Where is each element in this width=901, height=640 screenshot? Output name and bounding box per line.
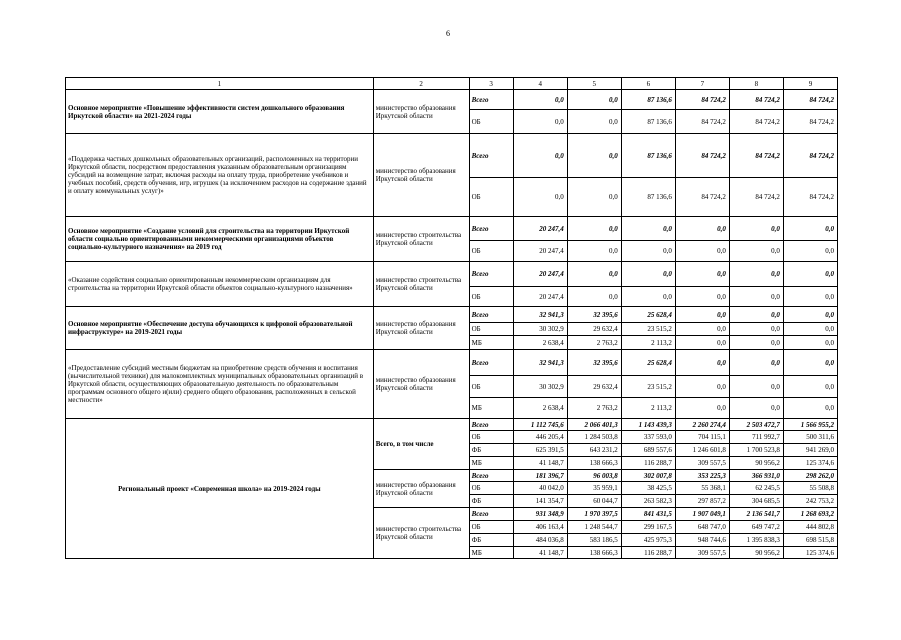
table-row — [66, 419, 838, 431]
amount-cell: 302 007,8 — [621, 470, 675, 482]
amount-cell: 406 163,4 — [513, 521, 567, 534]
amount-cell: 0,0 — [567, 217, 621, 241]
amount-cell: 0,0 — [729, 376, 783, 398]
amount-cell: 2 638,4 — [513, 336, 567, 350]
amount-cell: 30 302,9 — [513, 376, 567, 398]
funding-source-cell: МБ — [469, 336, 513, 350]
amount-cell: 500 311,6 — [783, 431, 837, 444]
amount-cell: 941 269,0 — [783, 444, 837, 457]
amount-cell: 87 136,6 — [621, 90, 675, 110]
funding-source-cell: Всего — [469, 307, 513, 323]
amount-cell: 29 632,4 — [567, 323, 621, 336]
funding-source-cell: Всего — [469, 419, 513, 431]
amount-cell: 23 515,2 — [621, 323, 675, 336]
amount-cell: 0,0 — [567, 287, 621, 307]
amount-cell: 0,0 — [783, 323, 837, 336]
amount-cell: 30 302,9 — [513, 323, 567, 336]
amount-cell: 0,0 — [513, 90, 567, 110]
amount-cell: 297 857,2 — [675, 495, 729, 508]
header-cell: 9 — [783, 78, 837, 90]
amount-cell: 648 747,0 — [675, 521, 729, 534]
funding-source-cell: ОБ — [469, 376, 513, 398]
funding-source-cell: МБ — [469, 547, 513, 559]
table-row — [66, 90, 838, 110]
funding-source-cell: ФБ — [469, 534, 513, 547]
table-body — [66, 90, 838, 559]
amount-cell: 84 724,2 — [675, 110, 729, 134]
measure-name-cell: Основное мероприятие «Повышение эффективности систем дошкольного образования Иркутской области» на 2021-2024 годы — [66, 90, 374, 134]
amount-cell: 1 246 601,8 — [675, 444, 729, 457]
funding-source-cell: ОБ — [469, 241, 513, 262]
header-cell: 4 — [513, 78, 567, 90]
amount-cell: 948 744,6 — [675, 534, 729, 547]
page-number: 6 — [446, 29, 450, 38]
amount-cell: 0,0 — [783, 350, 837, 376]
amount-cell: 0,0 — [783, 262, 837, 287]
amount-cell: 90 956,2 — [729, 547, 783, 559]
amount-cell: 1 284 503,8 — [567, 431, 621, 444]
amount-cell: 1 700 523,8 — [729, 444, 783, 457]
amount-cell: 1 268 693,2 — [783, 508, 837, 521]
amount-cell: 242 753,2 — [783, 495, 837, 508]
amount-cell: 446 205,4 — [513, 431, 567, 444]
amount-cell: 1 143 439,3 — [621, 419, 675, 431]
amount-cell: 689 557,6 — [621, 444, 675, 457]
header-cell: 1 — [66, 78, 374, 90]
amount-cell: 649 747,2 — [729, 521, 783, 534]
amount-cell: 698 515,8 — [783, 534, 837, 547]
executor-cell: министерство образования Иркутской области — [373, 90, 469, 134]
executor-cell: Всего, в том числе — [373, 419, 469, 470]
measure-name-cell: Основное мероприятие «Обеспечение доступа обучающихся к цифровой образовательной инфраструктуре» на 2019-2021 годы — [66, 307, 374, 350]
amount-cell: 29 632,4 — [567, 376, 621, 398]
amount-cell: 1 112 745,6 — [513, 419, 567, 431]
amount-cell: 84 724,2 — [729, 134, 783, 178]
amount-cell: 2 113,2 — [621, 398, 675, 419]
amount-cell: 0,0 — [729, 398, 783, 419]
amount-cell: 25 628,4 — [621, 307, 675, 323]
amount-cell: 116 288,7 — [621, 457, 675, 470]
amount-cell: 2 763,2 — [567, 336, 621, 350]
amount-cell: 2 503 472,7 — [729, 419, 783, 431]
amount-cell: 0,0 — [567, 90, 621, 110]
amount-cell: 0,0 — [567, 241, 621, 262]
amount-cell: 0,0 — [729, 287, 783, 307]
amount-cell: 0,0 — [675, 336, 729, 350]
funding-source-cell: ОБ — [469, 110, 513, 134]
funding-source-cell: Всего — [469, 217, 513, 241]
amount-cell: 40 042,0 — [513, 482, 567, 495]
amount-cell: 425 975,3 — [621, 534, 675, 547]
measure-name-cell: Основное мероприятие «Создание условий для строительства на территории Иркутской области социально ориентированными некоммерческими организациями объектов социально-культурного назначения» на 2019 год — [66, 217, 374, 262]
amount-cell: 366 931,0 — [729, 470, 783, 482]
measure-name-cell: Региональный проект «Современная школа» на 2019-2024 годы — [66, 419, 374, 559]
amount-cell: 309 557,5 — [675, 547, 729, 559]
amount-cell: 309 557,5 — [675, 457, 729, 470]
amount-cell: 84 724,2 — [729, 178, 783, 217]
amount-cell: 41 148,7 — [513, 547, 567, 559]
table-row — [66, 262, 838, 287]
amount-cell: 0,0 — [621, 217, 675, 241]
amount-cell: 1 907 049,1 — [675, 508, 729, 521]
amount-cell: 32 941,3 — [513, 350, 567, 376]
funding-source-cell: ОБ — [469, 287, 513, 307]
amount-cell: 625 391,5 — [513, 444, 567, 457]
table-row — [66, 350, 838, 376]
table-row — [66, 217, 838, 241]
amount-cell: 55 368,1 — [675, 482, 729, 495]
amount-cell: 87 136,6 — [621, 134, 675, 178]
amount-cell: 116 288,7 — [621, 547, 675, 559]
header-cell: 2 — [373, 78, 469, 90]
funding-source-cell: ФБ — [469, 444, 513, 457]
amount-cell: 0,0 — [729, 217, 783, 241]
funding-source-cell: Всего — [469, 508, 513, 521]
measure-name-cell: «Поддержка частных дошкольных образовательных организаций, расположенных на территории Иркутской области, посредством предоставления указанным образовательным организациям субсидий на возмещение затрат, включая расходы на оплату труда, приобретение учебников и учебных пособий, средств обучения, игр, игрушек (за исключением расходов на содержание зданий и оплату коммунальных услуг)» — [66, 134, 374, 217]
amount-cell: 181 396,7 — [513, 470, 567, 482]
amount-cell: 41 148,7 — [513, 457, 567, 470]
amount-cell: 0,0 — [729, 241, 783, 262]
amount-cell: 0,0 — [783, 287, 837, 307]
amount-cell: 263 582,3 — [621, 495, 675, 508]
amount-cell: 704 115,1 — [675, 431, 729, 444]
amount-cell: 444 802,8 — [783, 521, 837, 534]
funding-source-cell: МБ — [469, 398, 513, 419]
funding-source-cell: Всего — [469, 262, 513, 287]
amount-cell: 2 260 274,4 — [675, 419, 729, 431]
amount-cell: 20 247,4 — [513, 241, 567, 262]
header-cell: 6 — [621, 78, 675, 90]
amount-cell: 1 566 955,2 — [783, 419, 837, 431]
amount-cell: 2 638,4 — [513, 398, 567, 419]
amount-cell: 0,0 — [513, 178, 567, 217]
header-cell: 5 — [567, 78, 621, 90]
budget-table — [65, 77, 838, 559]
amount-cell: 84 724,2 — [783, 178, 837, 217]
table-row — [66, 134, 838, 178]
header-row — [66, 78, 838, 90]
measure-name-cell: «Предоставление субсидий местным бюджетам на приобретение средств обучения и воспитания (вычислительной техники) для малокомплектных муниципальных образовательных организаций в Иркутской области, осуществляющих образовательную деятельность по образовательным программам основного общего и(или) среднего общего образования, расположенных в сельской местности» — [66, 350, 374, 419]
measure-name-cell: «Оказание содействия социально ориентированным некоммерческим организациям для строительства на территории Иркутской области объектов социально-культурного назначения» — [66, 262, 374, 307]
amount-cell: 20 247,4 — [513, 262, 567, 287]
amount-cell: 20 247,4 — [513, 287, 567, 307]
amount-cell: 643 231,2 — [567, 444, 621, 457]
amount-cell: 0,0 — [729, 336, 783, 350]
amount-cell: 0,0 — [729, 262, 783, 287]
amount-cell: 0,0 — [567, 134, 621, 178]
amount-cell: 841 431,5 — [621, 508, 675, 521]
amount-cell: 337 593,0 — [621, 431, 675, 444]
amount-cell: 2 136 541,7 — [729, 508, 783, 521]
amount-cell: 0,0 — [783, 336, 837, 350]
amount-cell: 0,0 — [675, 217, 729, 241]
executor-cell: министерство образования Иркутской области — [373, 134, 469, 217]
amount-cell: 1 395 838,3 — [729, 534, 783, 547]
funding-source-cell: Всего — [469, 134, 513, 178]
funding-source-cell: Всего — [469, 470, 513, 482]
amount-cell: 90 956,2 — [729, 457, 783, 470]
amount-cell: 84 724,2 — [675, 134, 729, 178]
amount-cell: 583 186,5 — [567, 534, 621, 547]
funding-source-cell: ОБ — [469, 323, 513, 336]
amount-cell: 0,0 — [675, 241, 729, 262]
amount-cell: 96 003,8 — [567, 470, 621, 482]
amount-cell: 60 044,7 — [567, 495, 621, 508]
funding-source-cell: ОБ — [469, 431, 513, 444]
amount-cell: 84 724,2 — [783, 134, 837, 178]
amount-cell: 20 247,4 — [513, 217, 567, 241]
amount-cell: 0,0 — [675, 376, 729, 398]
amount-cell: 138 666,3 — [567, 547, 621, 559]
amount-cell: 304 685,5 — [729, 495, 783, 508]
amount-cell: 38 425,5 — [621, 482, 675, 495]
funding-source-cell: Всего — [469, 90, 513, 110]
header-cell: 7 — [675, 78, 729, 90]
amount-cell: 1 248 544,7 — [567, 521, 621, 534]
header-cell: 3 — [469, 78, 513, 90]
amount-cell: 84 724,2 — [675, 90, 729, 110]
amount-cell: 35 959,1 — [567, 482, 621, 495]
executor-cell: министерство строительства Иркутской области — [373, 508, 469, 559]
amount-cell: 0,0 — [729, 350, 783, 376]
amount-cell: 2 113,2 — [621, 336, 675, 350]
amount-cell: 711 992,7 — [729, 431, 783, 444]
amount-cell: 484 036,8 — [513, 534, 567, 547]
amount-cell: 125 374,6 — [783, 457, 837, 470]
amount-cell: 2 763,2 — [567, 398, 621, 419]
amount-cell: 931 348,9 — [513, 508, 567, 521]
funding-source-cell: ОБ — [469, 482, 513, 495]
amount-cell: 84 724,2 — [783, 110, 837, 134]
amount-cell: 0,0 — [729, 323, 783, 336]
amount-cell: 141 354,7 — [513, 495, 567, 508]
amount-cell: 0,0 — [675, 398, 729, 419]
amount-cell: 0,0 — [783, 241, 837, 262]
amount-cell: 0,0 — [621, 262, 675, 287]
amount-cell: 0,0 — [675, 287, 729, 307]
amount-cell: 353 225,3 — [675, 470, 729, 482]
amount-cell: 0,0 — [567, 178, 621, 217]
amount-cell: 32 395,6 — [567, 350, 621, 376]
amount-cell: 84 724,2 — [729, 90, 783, 110]
funding-source-cell: МБ — [469, 457, 513, 470]
amount-cell: 0,0 — [783, 217, 837, 241]
amount-cell: 298 262,0 — [783, 470, 837, 482]
executor-cell: министерство образования Иркутской области — [373, 307, 469, 350]
funding-source-cell: ОБ — [469, 178, 513, 217]
amount-cell: 0,0 — [621, 241, 675, 262]
amount-cell: 87 136,6 — [621, 110, 675, 134]
amount-cell: 138 666,3 — [567, 457, 621, 470]
table-row — [66, 307, 838, 323]
amount-cell: 0,0 — [621, 287, 675, 307]
amount-cell: 87 136,6 — [621, 178, 675, 217]
header-cell: 8 — [729, 78, 783, 90]
amount-cell: 25 628,4 — [621, 350, 675, 376]
funding-source-cell: ФБ — [469, 495, 513, 508]
amount-cell: 0,0 — [513, 110, 567, 134]
executor-cell: министерство образования Иркутской области — [373, 350, 469, 419]
amount-cell: 2 066 401,3 — [567, 419, 621, 431]
executor-cell: министерство образования Иркутской области — [373, 470, 469, 508]
amount-cell: 0,0 — [729, 307, 783, 323]
amount-cell: 0,0 — [783, 398, 837, 419]
amount-cell: 32 395,6 — [567, 307, 621, 323]
executor-cell: министерство строительства Иркутской области — [373, 217, 469, 262]
amount-cell: 0,0 — [675, 262, 729, 287]
amount-cell: 1 970 397,5 — [567, 508, 621, 521]
amount-cell: 0,0 — [675, 307, 729, 323]
amount-cell: 0,0 — [567, 262, 621, 287]
amount-cell: 125 374,6 — [783, 547, 837, 559]
amount-cell: 0,0 — [783, 307, 837, 323]
amount-cell: 55 508,8 — [783, 482, 837, 495]
amount-cell: 84 724,2 — [729, 110, 783, 134]
amount-cell: 299 167,5 — [621, 521, 675, 534]
amount-cell: 62 245,5 — [729, 482, 783, 495]
amount-cell: 0,0 — [567, 110, 621, 134]
amount-cell: 84 724,2 — [783, 90, 837, 110]
amount-cell: 23 515,2 — [621, 376, 675, 398]
amount-cell: 0,0 — [675, 323, 729, 336]
executor-cell: министерство строительства Иркутской области — [373, 262, 469, 307]
amount-cell: 0,0 — [675, 350, 729, 376]
amount-cell: 32 941,3 — [513, 307, 567, 323]
amount-cell: 0,0 — [783, 376, 837, 398]
amount-cell: 0,0 — [513, 134, 567, 178]
funding-source-cell: Всего — [469, 350, 513, 376]
amount-cell: 84 724,2 — [675, 178, 729, 217]
funding-source-cell: ОБ — [469, 521, 513, 534]
